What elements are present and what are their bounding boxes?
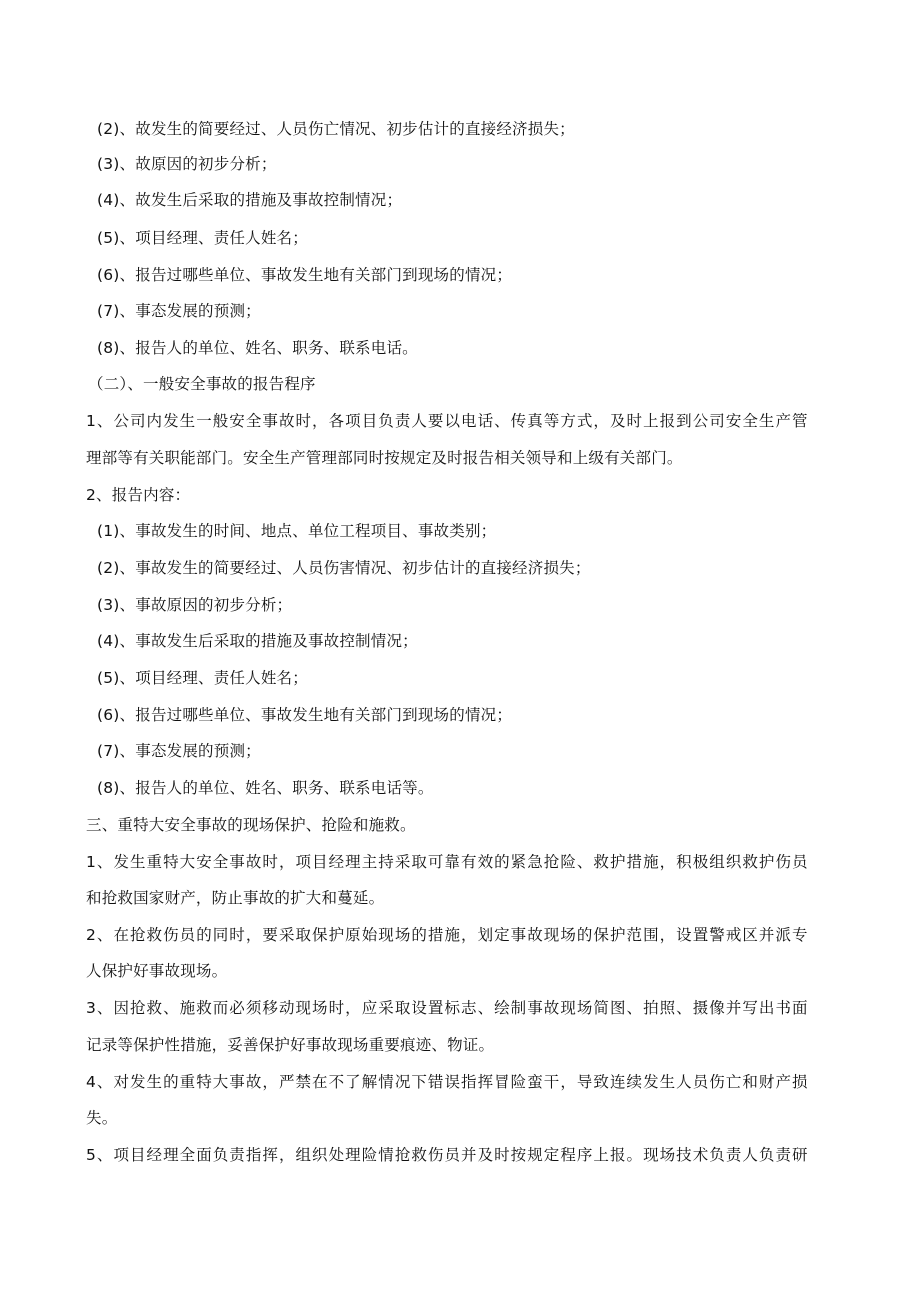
list-item: (6)、报告过哪些单位、事故发生地有关部门到现场的情况； [97, 706, 513, 724]
paragraph-line: 和抢救国家财产，防止事故的扩大和蔓延。 [86, 889, 385, 907]
paragraph-line: 理部等有关职能部门。安全生产管理部同时按规定及时报告相关领导和上级有关部门。 [86, 449, 683, 467]
list-item: (8)、报告人的单位、姓名、职务、联系电话等。 [97, 779, 434, 797]
paragraph-line: 4、对发生的重特大事故，严禁在不了解情况下错误指挥冒险蛮干，导致连续发生人员伤亡和财产损 [86, 1073, 809, 1091]
list-item: (5)、项目经理、责任人姓名； [97, 669, 308, 687]
section-heading: （二）、一般安全事故的报告程序 [88, 375, 316, 393]
paragraph-line: 2、报告内容： [86, 486, 191, 504]
paragraph-line: 1、公司内发生一般安全事故时，各项目负责人要以电话、传真等方式，及时上报到公司安全生产管 [86, 412, 809, 430]
paragraph-line: 失。 [86, 1109, 118, 1127]
paragraph-line: 5、项目经理全面负责指挥，组织处理险情抢救伤员并及时按规定程序上报。现场技术负责人负责研 [86, 1146, 809, 1164]
list-item: (5)、项目经理、责任人姓名； [97, 229, 308, 247]
list-item: (6)、报告过哪些单位、事故发生地有关部门到现场的情况； [97, 266, 513, 284]
list-item: (1)、事故发生的时间、地点、单位工程项目、事故类别； [97, 522, 497, 540]
list-item: (7)、事态发展的预测； [97, 302, 261, 320]
list-item: (7)、事态发展的预测； [97, 742, 261, 760]
list-item: (3)、故原因的初步分析； [97, 155, 277, 173]
list-item: (2)、事故发生的简要经过、人员伤害情况、初步估计的直接经济损失； [97, 559, 591, 577]
paragraph-line: 记录等保护性措施，妥善保护好事故现场重要痕迹、物证。 [86, 1036, 495, 1054]
paragraph-line: 3、因抢救、施救而必须移动现场时，应采取设置标志、绘制事故现场简图、拍照、摄像并写出书面 [86, 999, 809, 1017]
list-item: (8)、报告人的单位、姓名、职务、联系电话。 [97, 339, 418, 357]
paragraph-line: 1、发生重特大安全事故时，项目经理主持采取可靠有效的紧急抢险、救护措施，积极组织救护伤员 [86, 853, 809, 871]
list-item: (3)、事故原因的初步分析； [97, 596, 293, 614]
paragraph-line: 人保护好事故现场。 [86, 962, 228, 980]
section-heading: 三、重特大安全事故的现场保护、抢险和施救。 [86, 816, 416, 834]
paragraph-line: 2、在抢救伤员的同时，要采取保护原始现场的措施，划定事故现场的保护范围，设置警戒区并派专 [86, 926, 809, 944]
list-item: (4)、故发生后采取的措施及事故控制情况； [97, 191, 403, 209]
list-item: (4)、事故发生后采取的措施及事故控制情况； [97, 632, 418, 650]
list-item: (2)、故发生的简要经过、人员伤亡情况、初步估计的直接经济损失； [97, 120, 575, 138]
